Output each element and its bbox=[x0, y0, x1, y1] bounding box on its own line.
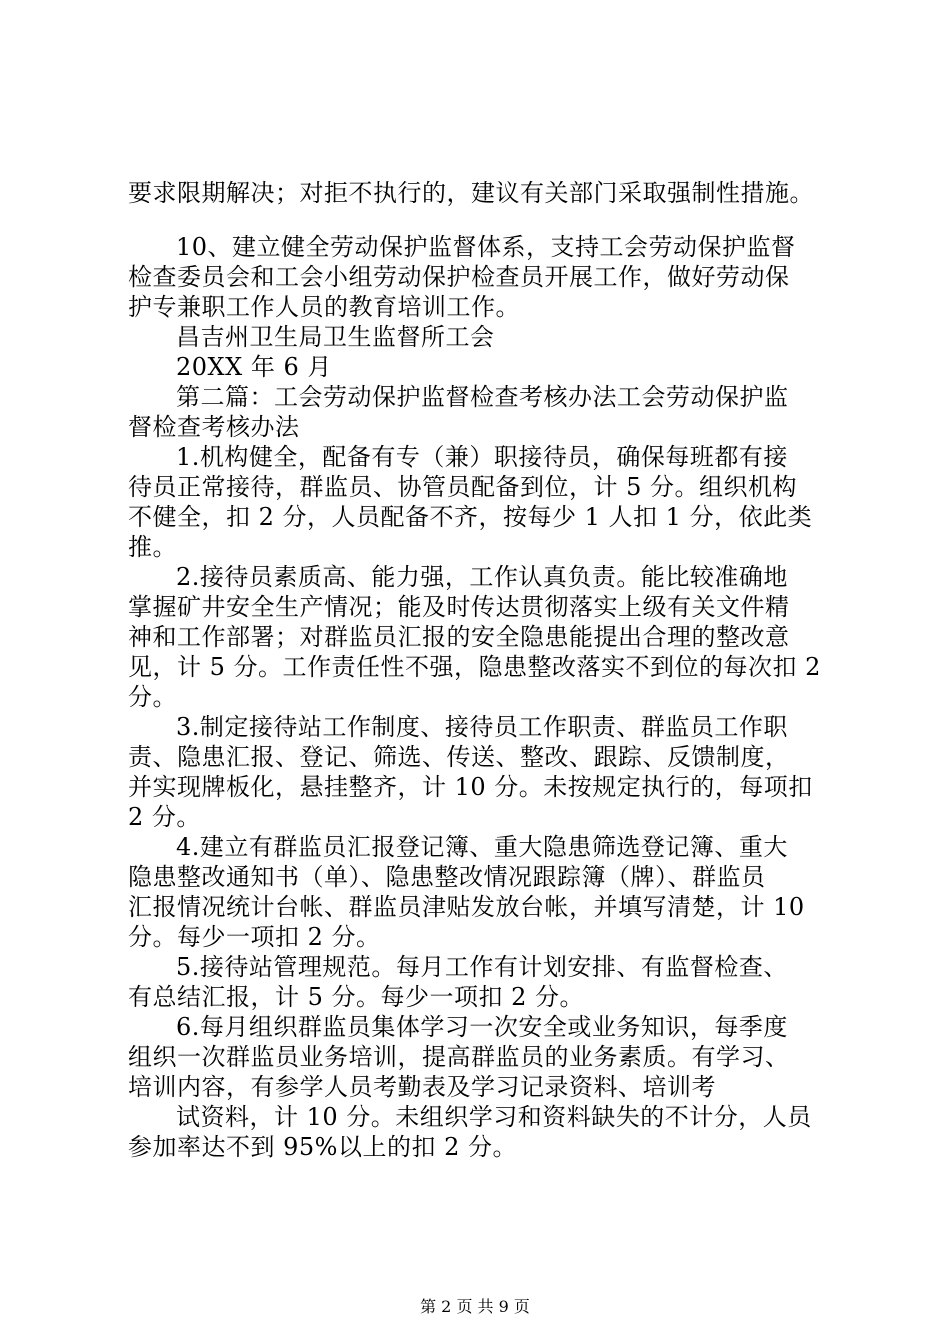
paragraph-gap bbox=[128, 208, 834, 232]
signature-date: 20XX 年 6 月 bbox=[176, 353, 332, 381]
text-line: 参加率达不到 95%以上的扣 2 分。 bbox=[128, 1133, 517, 1161]
text-line: 见，计 5 分。工作责任性不强，隐患整改落实不到位的每次扣 2 bbox=[128, 653, 821, 681]
text-line: 有总结汇报，计 5 分。每少一项扣 2 分。 bbox=[128, 983, 585, 1011]
text-line: 神和工作部署；对群监员汇报的安全隐患能提出合理的整改意 bbox=[128, 623, 790, 651]
page-footer: 第 2 页 共 9 页 bbox=[420, 1297, 530, 1316]
text-line: 10、建立健全劳动保护监督体系，支持工会劳动保护监督 bbox=[176, 233, 796, 261]
signature-org: 昌吉州卫生局卫生监督所工会 bbox=[176, 323, 495, 351]
text-line: 护专兼职工作人员的教育培训工作。 bbox=[128, 293, 520, 321]
text-line: 检查委员会和工会小组劳动保护检查员开展工作，做好劳动保 bbox=[128, 263, 790, 291]
text-line: 6.每月组织群监员集体学习一次安全或业务知识，每季度 bbox=[176, 1013, 788, 1041]
text-line: 责、隐患汇报、登记、筛选、传送、整改、跟踪、反馈制度， bbox=[128, 743, 790, 771]
text-line: 待员正常接待，群监员、协管员配备到位，计 5 分。组织机构 bbox=[128, 473, 798, 501]
text-line: 要求限期解决；对拒不执行的，建议有关部门采取强制性措施。 bbox=[128, 179, 814, 207]
text-line: 组织一次群监员业务培训，提高群监员的业务素质。有学习、 bbox=[128, 1043, 790, 1071]
text-line: 5.接待站管理规范。每月工作有计划安排、有监督检查、 bbox=[176, 953, 788, 981]
text-line: 2.接待员素质高、能力强，工作认真负责。能比较准确地 bbox=[176, 563, 788, 591]
text-line: 试资料，计 10 分。未组织学习和资料缺失的不计分，人员 bbox=[176, 1103, 812, 1131]
text-line: 不健全，扣 2 分，人员配备不齐，按每少 1 人扣 1 分，依此类 bbox=[128, 503, 813, 531]
section-title-cont: 督检查考核办法 bbox=[128, 413, 300, 441]
text-line: 并实现牌板化，悬挂整齐，计 10 分。未按规定执行的，每项扣 bbox=[128, 773, 813, 801]
text-line: 培训内容，有参学人员考勤表及学习记录资料、培训考 bbox=[128, 1073, 716, 1101]
section-title: 第二篇：工会劳动保护监督检查考核办法工会劳动保护监 bbox=[176, 383, 789, 411]
document-body bbox=[128, 178, 834, 1162]
text-line: 分。 bbox=[128, 683, 177, 711]
text-line: 推。 bbox=[128, 533, 177, 561]
text-line: 分。每少一项扣 2 分。 bbox=[128, 923, 381, 951]
text-line: 3.制定接待站工作制度、接待员工作职责、群监员工作职 bbox=[176, 713, 788, 741]
text-line: 隐患整改通知书（单）、隐患整改情况跟踪簿（牌）、群监员 bbox=[128, 863, 766, 891]
text-line: 4.建立有群监员汇报登记簿、重大隐患筛选登记簿、重大 bbox=[176, 833, 788, 861]
text-line: 掌握矿井安全生产情况；能及时传达贯彻落实上级有关文件精 bbox=[128, 593, 790, 621]
text-line: 2 分。 bbox=[128, 803, 201, 831]
text-line: 1.机构健全，配备有专（兼）职接待员，确保每班都有接 bbox=[176, 443, 788, 471]
text-line: 汇报情况统计台帐、群监员津贴发放台帐，并填写清楚，计 10 bbox=[128, 893, 805, 921]
